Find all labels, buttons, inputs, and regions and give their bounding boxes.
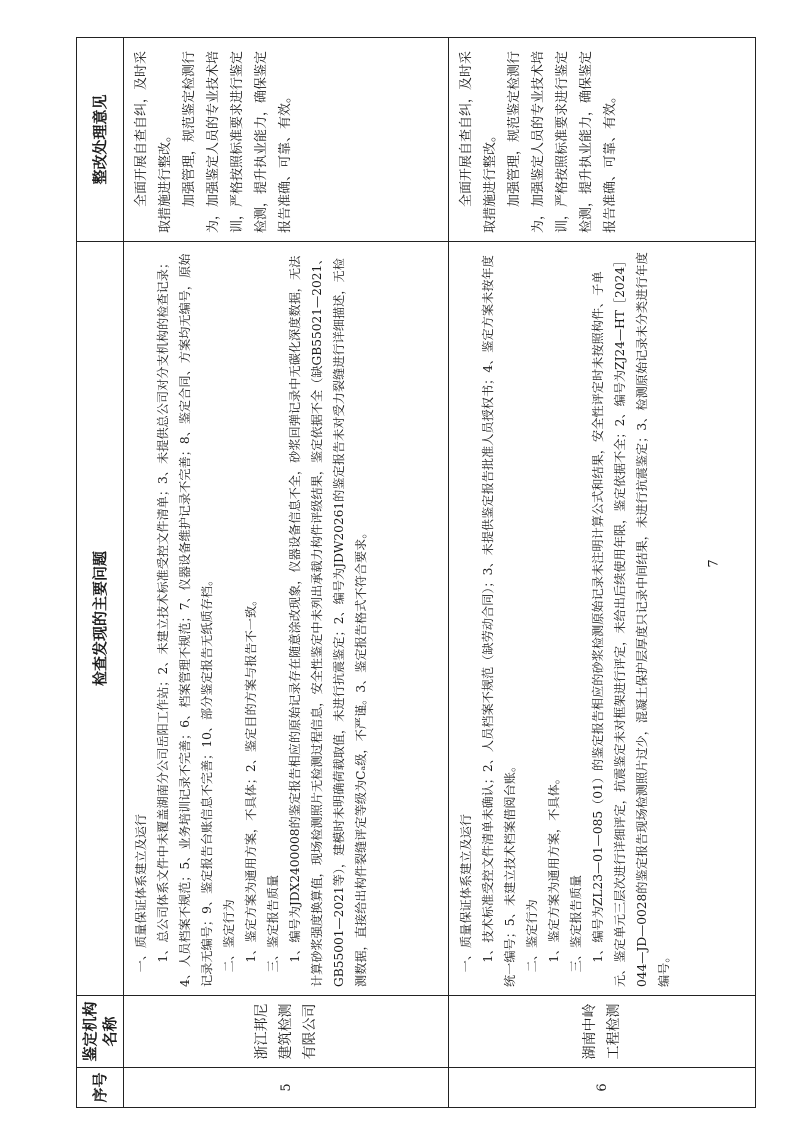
issue-section-heading: 二、鉴定行为 [222,899,236,973]
issue-section-heading: 二、鉴定行为 [525,899,539,973]
issue-text: 1、鉴定方案为通用方案，不具体；2、鉴定目的方案与报告不一致。 [244,593,258,963]
issue-text: 1、总公司体系文件中未覆盖湖南分公司岳阳工作站；2、未建立技术标准受控文件清单；3、未提供总公司对分支机构的检查记录；4、人员档案不规范；5、业务培训记录不完善；6、档案管理不规范；7、仪器设备维护记录不完善；8、鉴定合同、方案均无编号，原始记录无编号；9、鉴定报告台账信息不完善；10、部分鉴定报告无纸质存档。 [156,253,214,987]
header-org: 鉴定机构名称 [77,996,124,1068]
table-row [449,38,756,1108]
issue-text: 1、鉴定方案为通用方案，不具体。 [547,772,561,963]
table-row [124,38,449,1108]
issue-section-heading: 一、质量保证体系建立及运行 [459,813,473,973]
issue-section-heading: 三、鉴定报告质量 [569,874,583,973]
row-issues [449,242,756,996]
row-seq: 6 [449,1068,756,1108]
advice-text: 全面开展自查自纠，及时采取措施进行整改。 [459,50,498,233]
row-org-name: 湖南中岭工程检测 [449,996,756,1068]
issue-text: 1、技术标准受控文件清单未确认；2、人员档案不规范（缺劳动合同）；3、未提供鉴定报告批准人员授权书；4、鉴定方案未按年度统一编号；5、未建立技术档案借阅台账。 [481,255,517,987]
advice-text: 加强管理，规范鉴定检测行为，加强鉴定人员的专业技术培训，严格按照标准要求进行鉴定检测，提升执业能力，确保鉴定报告准确、可靠、有效。 [182,50,293,233]
row-seq: 5 [124,1068,449,1108]
issue-section-heading: 一、质量保证体系建立及运行 [134,813,148,973]
page-number: 7 [706,559,722,568]
issue-text: 1、编号为JDX2400008的鉴定报告相应的原始记录存在随意涂改现象，仪器设备信息不全，砂浆回弹记录中无碳化深度数据，无法计算砂浆强度换算值，现场检测照片无检测过程信息，安全性鉴定中未列出承载力构件评级结果，鉴定依据不全（缺GB55021—2021、GB55001—2021等），建模时未明确荷载取值，未进行抗震鉴定；2、编号为JDW20261的鉴定报告未对受力裂缝进行详细描述，无检测数据，直接给出构件裂缝评定等级为Cₐ级，不严谨。3、鉴定报告格式不符合要求。 [288,252,368,987]
header-seq: 序号 [77,1068,124,1108]
row-advice [124,38,449,242]
advice-text: 全面开展自查自纠，及时采取措施进行整改。 [134,50,173,233]
advice-text: 加强管理，规范鉴定检测行为，加强鉴定人员的专业技术培训，严格按照标准要求进行鉴定检测，提升执业能力，确保鉴定报告准确、可靠、有效。 [507,50,618,233]
row-org-name: 浙江邦尼建筑检测有限公司 [124,996,449,1068]
inspection-table [76,37,756,1108]
table-header-row [77,38,124,1108]
header-advice: 整改处理意见 [77,38,124,242]
row-advice [449,38,756,242]
rotated-table-wrapper [76,38,756,1108]
issue-section-heading: 三、鉴定报告质量 [266,874,280,973]
header-issues: 检查发现的主要问题 [77,242,124,996]
row-issues [124,242,449,996]
issue-text: 1、编号为ZL23—01—085（01）的鉴定报告相应的砂浆检测原始记录未注明计算公式和结果，安全性评定时未按照构件、子单元、鉴定单元三层次进行详细评定，抗震鉴定未对框架进行评定，未给出后续使用年限，鉴定依据不全；2、编号为ZJ24—HT［2024］044—JD—0028的鉴定报告现场检测照片过少，混凝土保护层厚度只记录中间结果，未进行抗震鉴定；3、检测原始记录未分类进行年度编号。 [591,252,671,987]
